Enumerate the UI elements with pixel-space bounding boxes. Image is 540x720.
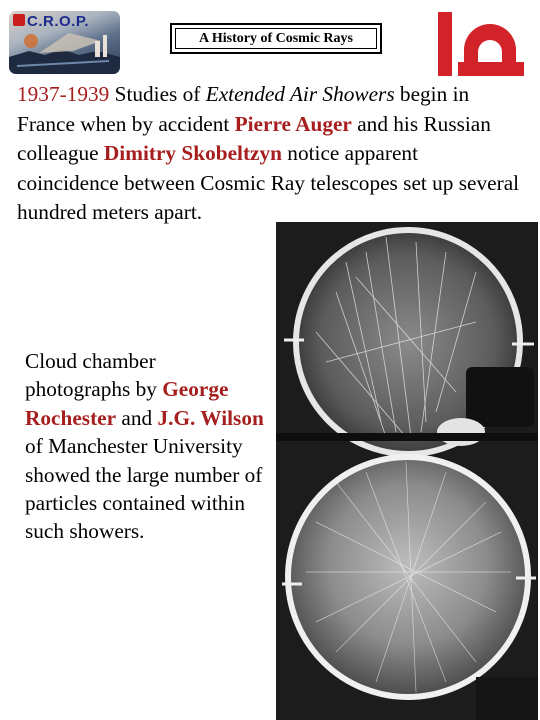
caption-text-3: of Manchester University showed the large number of particles contained within such showers. [25,434,263,544]
crop-logo-mark [13,14,25,26]
years: 1937-1939 [17,82,110,106]
intro-paragraph [17,80,522,228]
intro-text-2: begin in France when by accident [17,82,470,136]
name-dimitry-skobeltzyn: Dimitry Skobeltzyn [103,141,282,165]
intro-text-4: notice apparent coincidence between Cosmic Ray telescopes set up several hundred meters apart. [17,141,520,224]
name-jg-wilson: J.G. Wilson [157,405,264,430]
intro-text-1: Studies of [109,82,206,106]
cloud-chamber-image [276,222,538,720]
cloud-chamber-photo [276,222,538,720]
slide-title: A History of Cosmic Rays [175,28,377,49]
slide-title-box [170,23,382,54]
caption-paragraph [25,347,265,546]
crop-logo [9,11,120,74]
name-pierre-auger: Pierre Auger [234,111,352,136]
crop-logo-text: C.R.O.P. [27,13,90,30]
intro-emphasis: Extended Air Showers [205,82,395,106]
caption-text-1: Cloud chamber photographs by [25,349,163,402]
intro-text-3: and his Russian colleague [17,111,491,165]
name-george-rochester: George Rochester [25,377,229,430]
university-logo [438,12,528,76]
caption-text-2: and [116,405,158,430]
